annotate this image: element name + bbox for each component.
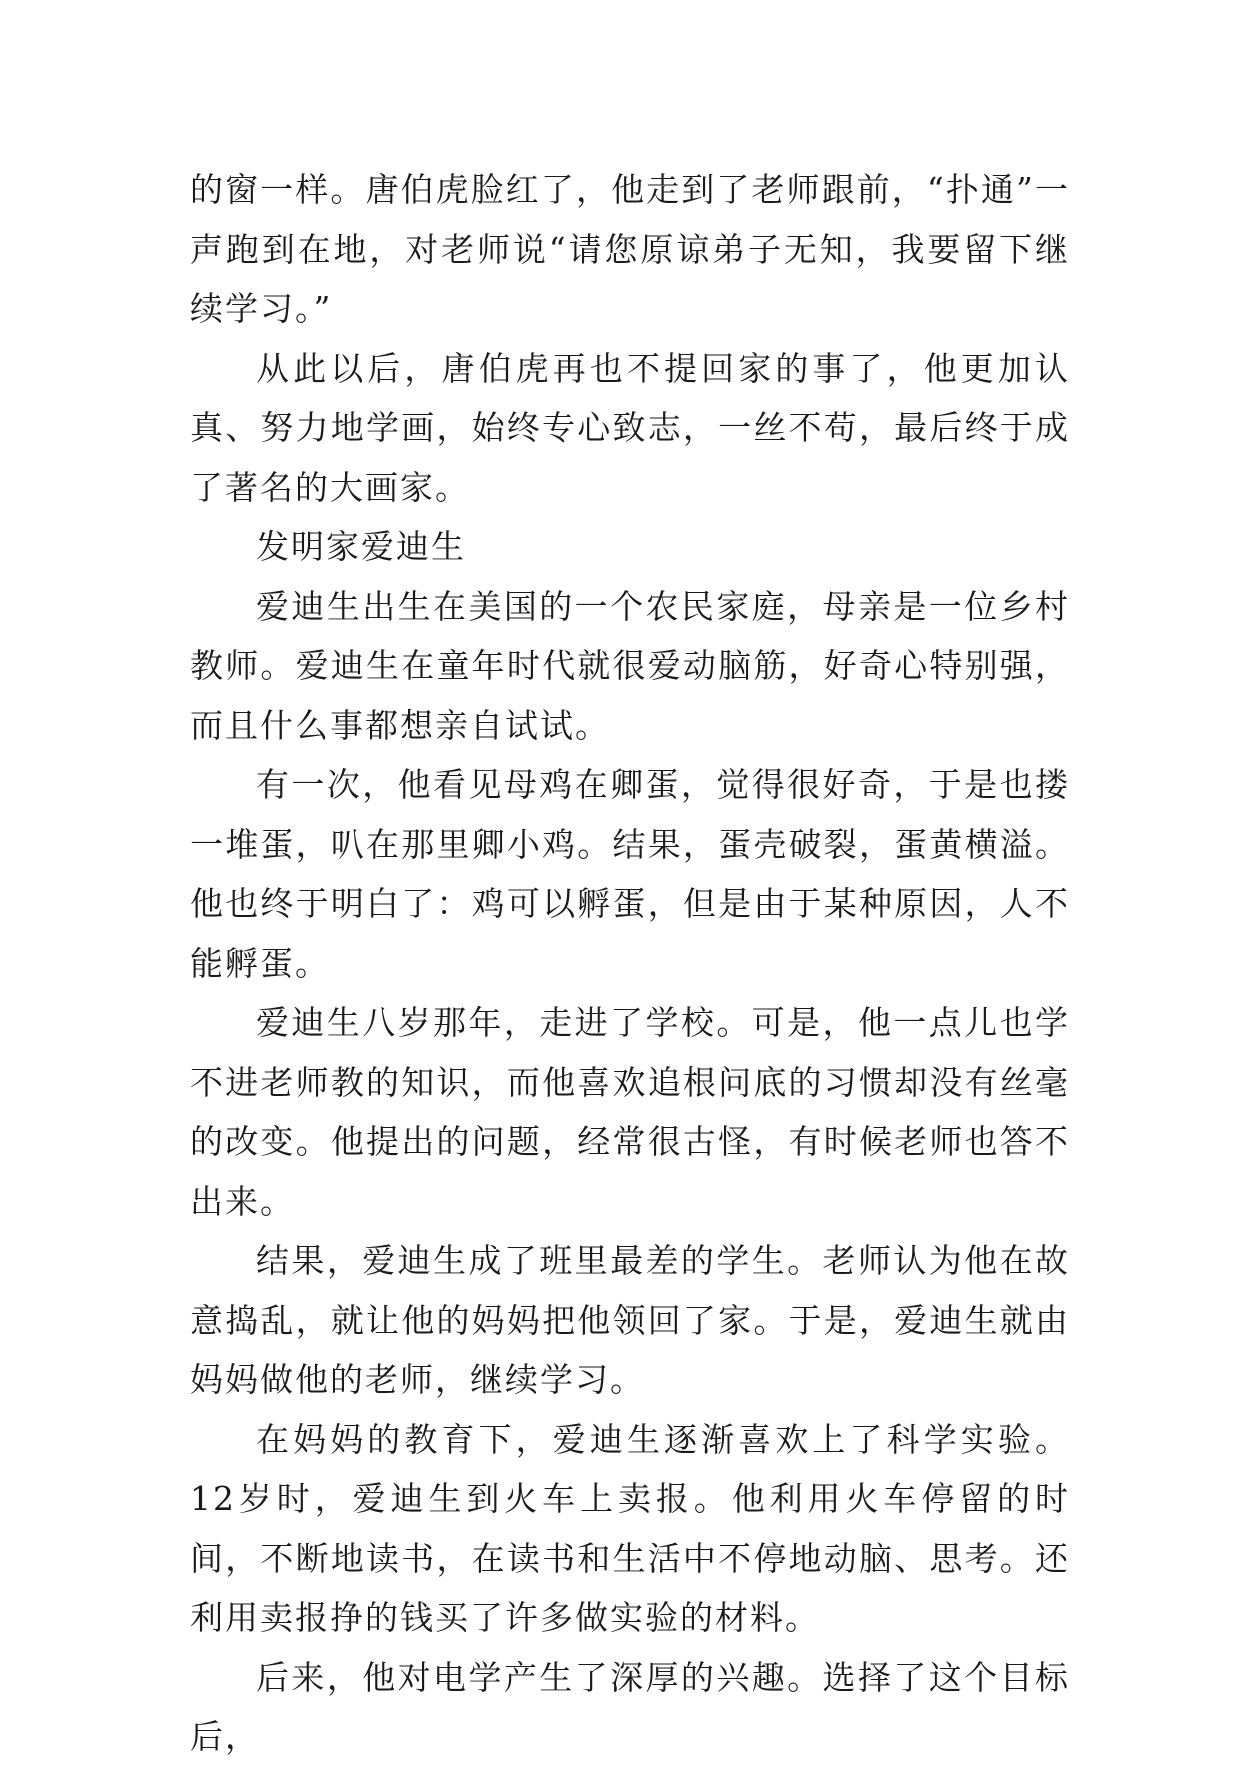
paragraph: 在妈妈的教育下，爱迪生逐渐喜欢上了科学实验。12岁时，爱迪生到火车上卖报。他利用火车停留的时间，不断地读书，在读书和生活中不停地动脑、思考。还利用卖报挣的钱买了许多做实验的材料。	[190, 1419, 1070, 1637]
paragraph: 爱迪生出生在美国的一个农民家庭，母亲是一位乡村教师。爱迪生在童年时代就很爱动脑筋，好奇心特别强，而且什么事都想亲自试试。	[190, 586, 1070, 745]
paragraph: 爱迪生八岁那年，走进了学校。可是，他一点儿也学不进老师教的知识，而他喜欢追根问底的习惯却没有丝毫的改变。他提出的问题，经常很古怪，有时候老师也答不出来。	[190, 1003, 1070, 1221]
body-text	[190, 160, 1070, 1767]
paragraph: 从此以后，唐伯虎再也不提回家的事了，他更加认真、努力地学画，始终专心致志，一丝不苟，最后终于成了著名的大画家。	[190, 348, 1070, 507]
paragraph: 结果，爱迪生成了班里最差的学生。老师认为他在故意捣乱，就让他的妈妈把他领回了家。于是，爱迪生就由妈妈做他的老师，继续学习。	[190, 1241, 1070, 1399]
section-heading: 发明家爱迪生	[256, 527, 466, 566]
paragraph: 后来，他对电学产生了深厚的兴趣。选择了这个目标后，	[190, 1657, 1070, 1756]
paragraph: 有一次，他看见母鸡在卿蛋，觉得很好奇，于是也搂一堆蛋，叭在那里卿小鸡。结果，蛋壳破裂，蛋黄横溢。他也终于明白了：鸡可以孵蛋，但是由于某种原因，人不能孵蛋。	[190, 765, 1070, 983]
paragraph-continued: 的窗一样。唐伯虎脸红了，他走到了老师跟前，“扑通”一声跑到在地，对老师说“请您原谅弟子无知，我要留下继续学习。”	[190, 170, 1070, 328]
